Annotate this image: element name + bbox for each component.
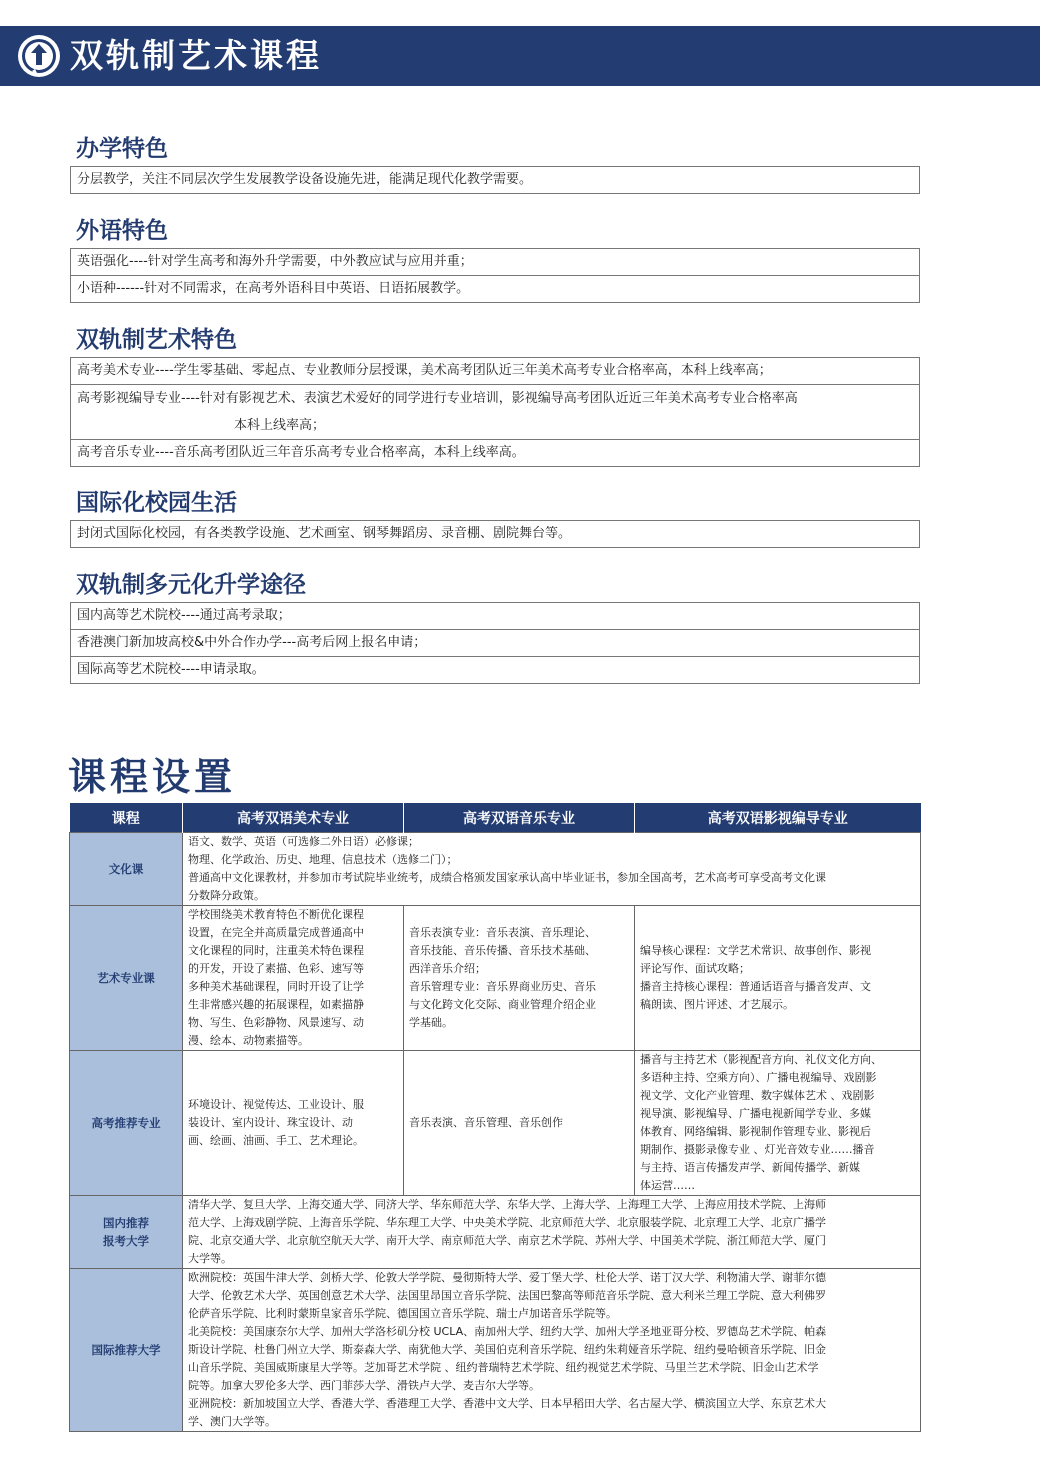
info-row-line: 本科上线率高；	[234, 418, 326, 433]
cell-line: 音乐表演专业：音乐表演、音乐理论、	[409, 926, 596, 939]
cell-line: 视导演、影视编导、广播电视新闻学专业、多媒	[640, 1107, 871, 1120]
section-language	[70, 214, 920, 303]
column-header: 课程	[70, 803, 183, 833]
section-art	[70, 323, 920, 467]
cell-line: 多种美术基础课程，同时开设了让学	[188, 980, 364, 993]
cell-line: 北美院校：美国康奈尔大学、加州大学洛杉矶分校 UCLA、南加州大学、纽约大学、加州大学圣地亚哥分校、罗德岛艺术学院、帕森	[188, 1325, 827, 1338]
cell-line: 学、澳门大学等。	[188, 1415, 276, 1428]
table-header	[70, 803, 921, 833]
info-row: 国际高等艺术院校----申请录取。	[77, 662, 265, 677]
cell-line: 伦萨音乐学院、比利时蒙斯皇家音乐学院、德国国立音乐学院、瑞士卢加诺音乐学院等。	[188, 1307, 617, 1320]
table-cell	[183, 1051, 404, 1196]
cell-line: 与文化跨文化交际、商业管理介绍企业	[409, 998, 596, 1011]
section-title: 办学特色	[76, 136, 168, 162]
section-school	[70, 132, 920, 194]
info-box	[70, 248, 920, 303]
cell-line: 设置，在完全并高质量完成普通高中	[188, 926, 364, 939]
info-row: 分层教学，关注不同层次学生发展教学设备设施先进，能满足现代化教学需要。	[77, 172, 533, 187]
cell-line: 音乐管理专业：音乐界商业历史、音乐	[409, 980, 596, 993]
table-cell	[183, 1269, 921, 1432]
cell-line: 物、写生、色彩静物、风景速写、动	[188, 1016, 364, 1029]
info-row: 封闭式国际化校园，有各类教学设施、艺术画室、钢琴舞蹈房、录音棚、剧院舞台等。	[77, 526, 572, 541]
info-row	[71, 385, 919, 440]
cell-line: 亚洲院校：新加坡国立大学、香港大学、香港理工大学、香港中文大学、日本早稻田大学、名古屋大学、横滨国立大学、东京艺术大	[188, 1397, 826, 1410]
info-box	[70, 357, 920, 467]
section-title: 国际化校园生活	[76, 490, 237, 516]
cell-line: 期制作、摄影录像专业 、灯光音效专业……播音	[640, 1143, 875, 1156]
cell-line: 院、北京交通大学、北京航空航天大学、南开大学、南京师范大学、南京艺术学院、苏州大学、中国美术学院、浙江师范大学、厦门	[188, 1234, 826, 1247]
cell-line: 播音主持核心课程：普通话语音与播音发声、文	[640, 980, 871, 993]
cell-line: 清华大学、复旦大学、上海交通大学、同济大学、华东师范大学、东华大学、上海大学、上海理工大学、上海应用技术学院、上海师	[188, 1198, 826, 1211]
cell-line: 画、绘画、油画、手工、艺术理论。	[188, 1134, 364, 1147]
row-label: 艺术专业课	[70, 906, 183, 1051]
table-row	[70, 906, 921, 1051]
column-header: 高考双语音乐专业	[404, 803, 635, 833]
cell-line: 环境设计、视觉传达、工业设计、服	[188, 1098, 364, 1111]
course-title: 课程设置	[68, 755, 237, 799]
info-row: 小语种------针对不同需求，在高考外语科目中英语、日语拓展教学。	[77, 281, 470, 296]
info-row: 高考美术专业----学生零基础、零起点、专业教师分层授课，美术高考团队近三年美术高考专业合格率高，本科上线率高；	[71, 358, 919, 385]
row-label: 高考推荐专业	[70, 1051, 183, 1196]
cell-line: 学基础。	[409, 1016, 453, 1029]
section-campus	[70, 486, 920, 548]
column-header: 高考双语影视编导专业	[635, 803, 921, 833]
cell-line: 语文、数学、英语（可选修二外日语）必修课；	[188, 835, 419, 848]
cell-line: 播音与主持艺术（影视配音方向、礼仪文化方向、	[640, 1053, 882, 1066]
row-label	[70, 1196, 183, 1269]
cell-line: 装设计、室内设计、珠宝设计、动	[188, 1116, 353, 1129]
info-box	[70, 520, 920, 548]
cell-line: 编导核心课程：文学艺术常识、故事创作、影视	[640, 944, 871, 957]
cell-line: 稿朗读、图片评述、才艺展示。	[640, 998, 794, 1011]
row-label: 国际推荐大学	[70, 1269, 183, 1432]
cell-line: 与主持、语言传播发声学、新闻传播学、新媒	[640, 1161, 860, 1174]
cell-line: 分数降分政策。	[188, 889, 265, 902]
cell-line: 欧洲院校：英国牛津大学、剑桥大学、伦敦大学学院、曼彻斯特大学、爱丁堡大学、杜伦大学、诺丁汉大学、利物浦大学、谢菲尔德	[188, 1271, 826, 1284]
cell-line: 多语种主持、空乘方向）、广播电视编导、戏剧影	[640, 1071, 877, 1084]
table-row	[70, 833, 921, 906]
cell-line: 体运营……	[640, 1179, 695, 1192]
table-row	[70, 1269, 921, 1432]
row-label: 文化课	[70, 833, 183, 906]
info-box	[70, 166, 920, 194]
cell-line: 视文学、文化产业管理、数字媒体艺术 、戏剧影	[640, 1089, 875, 1102]
row-label-line: 报考大学	[103, 1234, 149, 1248]
table-cell	[183, 906, 404, 1051]
cell-line: 物理、化学政治、历史、地理、信息技术（选修二门）；	[188, 853, 458, 866]
table-cell	[635, 906, 921, 1051]
cell-line: 评论写作、面试攻略；	[640, 962, 750, 975]
table-cell	[404, 906, 635, 1051]
section-title: 外语特色	[76, 218, 168, 244]
table-cell	[183, 833, 921, 906]
upload-arrow-icon	[18, 35, 60, 77]
table-row	[70, 1051, 921, 1196]
cell-line: 院等。加拿大罗伦多大学、西门菲莎大学、滑铁卢大学、麦吉尔大学等。	[188, 1379, 540, 1392]
course-table	[69, 803, 921, 1432]
info-row: 高考音乐专业----音乐高考团队近三年音乐高考专业合格率高，本科上线率高。	[77, 445, 525, 460]
cell-line: 生非常感兴趣的拓展课程，如素描静	[188, 998, 364, 1011]
header-banner	[0, 26, 1040, 86]
table-cell	[183, 1196, 921, 1269]
info-row: 香港澳门新加坡高校&中外合作办学---高考后网上报名申请；	[71, 630, 919, 657]
cell-line: 的开发，开设了素描、色彩、速写等	[188, 962, 364, 975]
cell-line: 大学等。	[188, 1252, 232, 1265]
section-title: 双轨制艺术特色	[76, 327, 237, 353]
info-row-line: 高考影视编导专业----针对有影视艺术、表演艺术爱好的同学进行专业培训，影视编导高考团队近近三年美术高考专业合格率高	[77, 391, 798, 406]
column-header: 高考双语美术专业	[183, 803, 404, 833]
cell-line: 山音乐学院、美国威斯康星大学等。芝加哥艺术学院 、纽约普瑞特艺术学院、纽约视觉艺术学院、马里兰艺术学院、旧金山艺术学	[188, 1361, 819, 1374]
row-label-line: 国内推荐	[103, 1216, 149, 1230]
cell-line: 范大学、上海戏剧学院、上海音乐学院、华东理工大学、中央美术学院、北京师范大学、北京服装学院、北京理工大学、北京广播学	[188, 1216, 826, 1229]
table-cell	[635, 1051, 921, 1196]
info-row: 国内高等艺术院校----通过高考录取；	[71, 603, 919, 630]
cell-line: 普通高中文化课教材，并参加市考试院毕业统考，成绩合格颁发国家承认高中毕业证书，参加全国高考，艺术高考可享受高考文化课	[188, 871, 826, 884]
cell-line: 大学、伦敦艺术大学、英国创意艺术大学、法国里昂国立音乐学院、法国巴黎高等师范音乐学院、意大利米兰理工学院、意大利佛罗	[188, 1289, 826, 1302]
cell-line: 西洋音乐介绍；	[409, 962, 486, 975]
cell-line: 体教育、网络编辑、影视制作管理专业、影视后	[640, 1125, 871, 1138]
section-pathway	[70, 568, 920, 684]
table-row	[70, 1196, 921, 1269]
cell-line: 漫、绘本、动物素描等。	[188, 1034, 309, 1047]
cell-line: 文化课程的同时，注重美术特色课程	[188, 944, 364, 957]
info-box	[70, 602, 920, 684]
cell-line: 音乐技能、音乐传播、音乐技术基础、	[409, 944, 596, 957]
info-row: 英语强化----针对学生高考和海外升学需要，中外教应试与应用并重；	[71, 249, 919, 276]
table-cell	[404, 1051, 635, 1196]
cell-line: 学校围绕美术教育特色不断优化课程	[188, 908, 364, 921]
cell-line: 音乐表演、音乐管理、音乐创作	[409, 1116, 563, 1129]
cell-line: 斯设计学院、杜鲁门州立大学、斯泰森大学、南犹他大学、美国伯克利音乐学院、纽约朱莉娅音乐学院、纽约曼哈顿音乐学院、旧金	[188, 1343, 826, 1356]
section-title: 双轨制多元化升学途径	[76, 572, 306, 598]
banner-title: 双轨制艺术课程	[70, 36, 322, 75]
